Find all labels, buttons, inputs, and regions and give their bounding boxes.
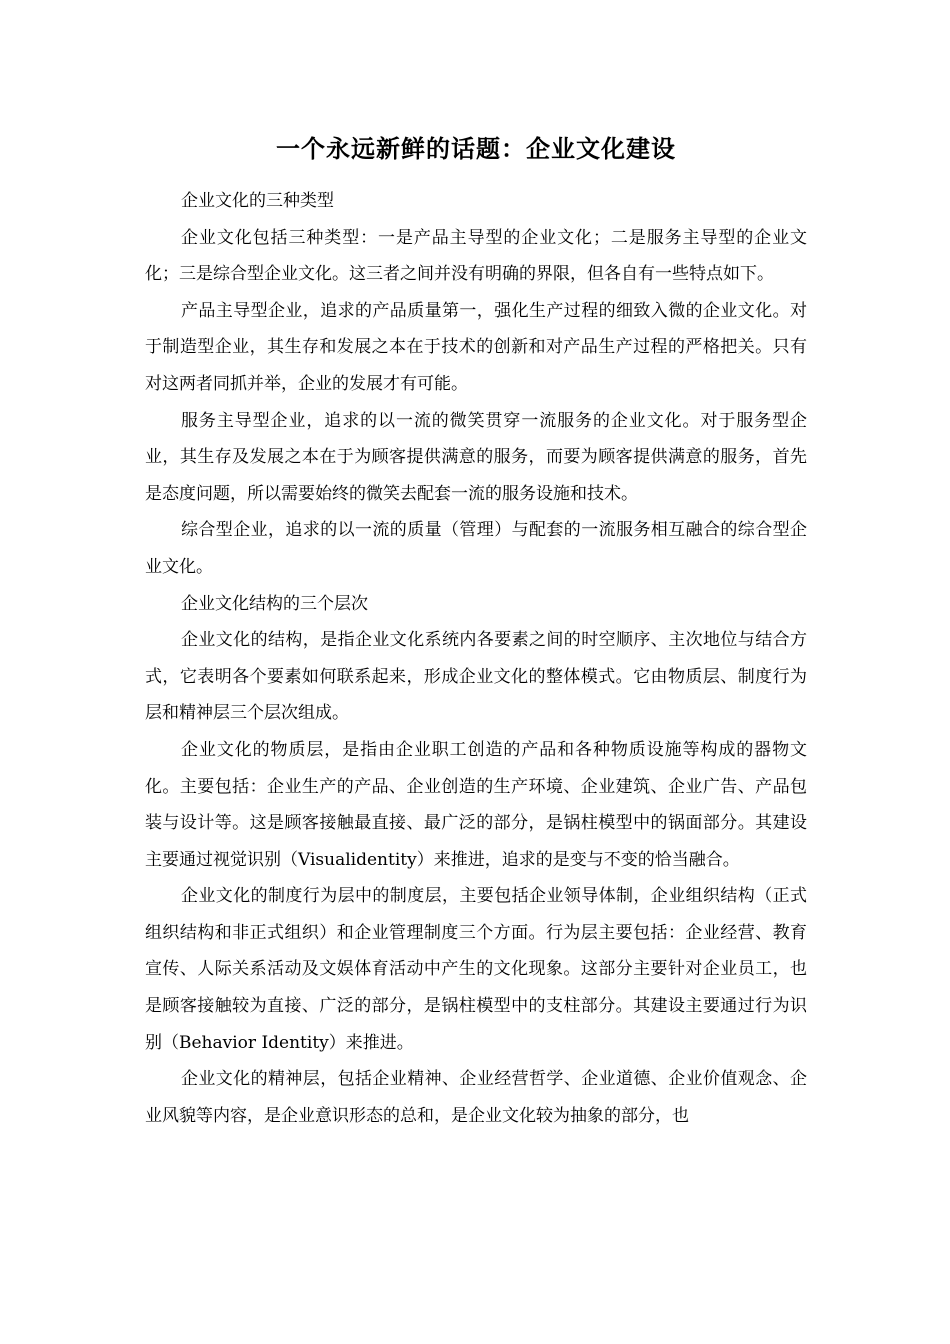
document-page [145,128,807,1134]
subheading-three-levels: 企业文化结构的三个层次 [181,593,368,614]
paragraph: 企业文化的结构，是指企业文化系统内各要素之间的时空顺序、主次地位与结合方式，它表明各个要素如何联系起来，形成企业文化的整体模式。它由物质层、制度行为层和精神层三个层次组成。 [145,630,807,724]
document-title: 一个永远新鲜的话题：企业文化建设 [276,134,676,163]
paragraph: 企业文化的制度行为层中的制度层，主要包括企业领导体制，企业组织结构（正式组织结构和非正式组织）和企业管理制度三个方面。行为层主要包括：企业经营、教育宣传、人际关系活动及文娱体育活动中产生的文化现象。这部分主要针对企业员工，也是顾客接触较为直接、广泛的部分，是锅柱模型中的支柱部分。其建设主要通过行为识别（Behavior Identity）来推进。 [145,886,807,1053]
paragraph: 企业文化的物质层，是指由企业职工创造的产品和各种物质设施等构成的器物文化。主要包括：企业生产的产品、企业创造的生产环境、企业建筑、企业广告、产品包装与设计等。这是顾客接触最直接、最广泛的部分，是锅柱模型中的锅面部分。其建设主要通过视觉识别（Visualidentity）来推进，追求的是变与不变的恰当融合。 [145,739,807,870]
paragraph: 企业文化的精神层，包括企业精神、企业经营哲学、企业道德、企业价值观念、企业风貌等内容，是企业意识形态的总和，是企业文化较为抽象的部分，也 [145,1069,807,1126]
subheading-three-types: 企业文化的三种类型 [181,191,334,211]
paragraph: 服务主导型企业，追求的以一流的微笑贯穿一流服务的企业文化。对于服务型企业，其生存及发展之本在于为顾客提供满意的服务，而要为顾客提供满意的服务，首先是态度问题，所以需要始终的微笑去配套一流的服务设施和技术。 [145,410,807,504]
paragraph: 产品主导型企业，追求的产品质量第一，强化生产过程的细致入微的企业文化。对于制造型企业，其生存和发展之本在于技术的创新和对产品生产过程的严格把关。只有对这两者同抓并举，企业的发展才有可能。 [145,300,807,394]
paragraph: 企业文化包括三种类型：一是产品主导型的企业文化；二是服务主导型的企业文化；三是综合型企业文化。这三者之间并没有明确的界限，但各自有一些特点如下。 [145,227,807,285]
paragraph: 综合型企业，追求的以一流的质量（管理）与配套的一流服务相互融合的综合型企业文化。 [145,520,807,577]
